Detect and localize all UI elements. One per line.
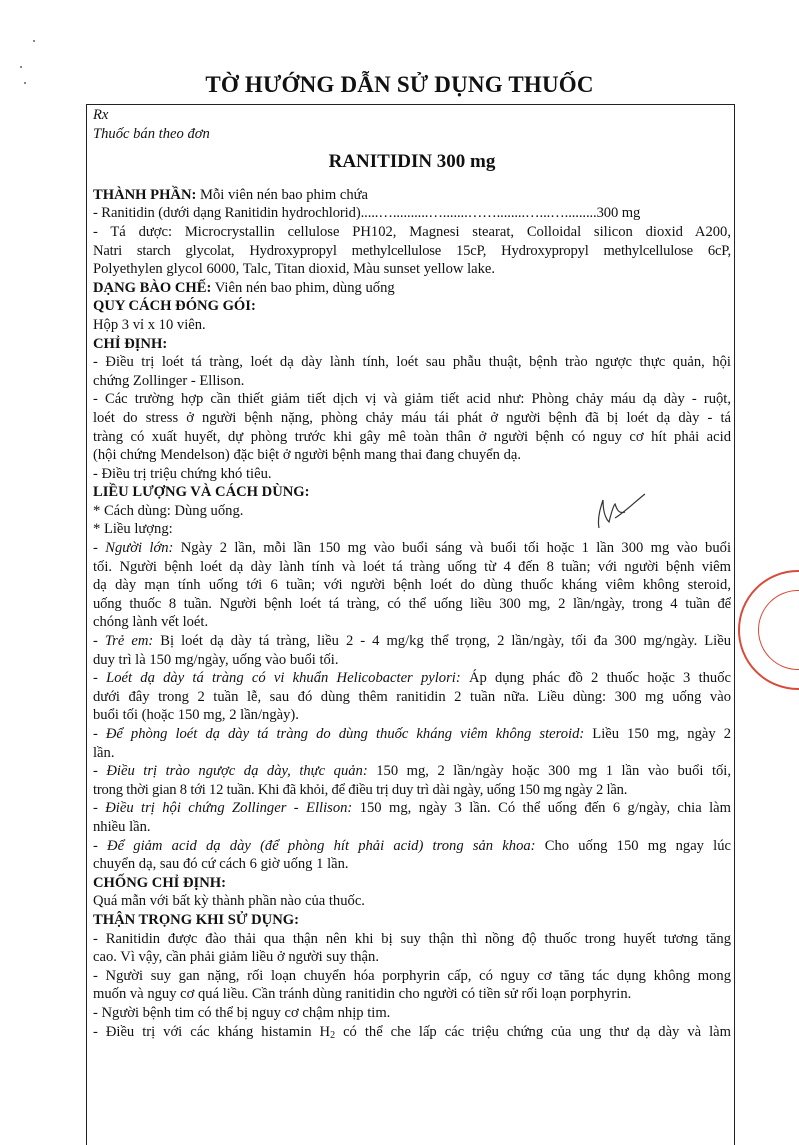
precaution-line: muốn và nguy cơ quá liều. Cần tránh dùng ranitidin cho người có tiền sử rối loạn porphyrin. (93, 986, 632, 1003)
hp-dose-line: buổi tối (hoặc 150 mg, 2 lần/ngày). (93, 707, 299, 724)
child-dose-line: duy trì là 150 mg/ngày, uống vào buổi tối. (93, 651, 339, 668)
adult-label: - Người lớn: (93, 540, 174, 557)
obstetric-dose-line (93, 837, 731, 856)
dosage-heading: LIỀU LƯỢNG VÀ CÁCH DÙNG: (93, 484, 310, 501)
indications-heading: CHỈ ĐỊNH: (93, 335, 168, 352)
nsaid-label: - Để phòng loét dạ dày tá tràng do dùng thuốc kháng viêm không steroid: (93, 726, 585, 742)
excipient-line: Natri starch glycolat, Hydroxypropyl methylcellulose 15cP, Hydroxypropyl methylcellulose 6cP, (93, 242, 731, 259)
packaging-heading: QUY CÁCH ĐÓNG GÓI: (93, 298, 256, 315)
drug-name: RANITIDIN 300 mg (328, 151, 496, 173)
adult-dose-line (93, 539, 731, 558)
precaution-line (93, 1023, 731, 1046)
dosage-form-heading: DẠNG BÀO CHẾ: (93, 279, 212, 296)
indication-line: - Điều trị loét tá tràng, loét dạ dày lành tính, loét sau phẫu thuật, bệnh trào ngược thực quản, hội (93, 354, 731, 371)
rx-label: Rx (93, 107, 109, 123)
precaution-line: - Ranitidin được đào thải qua thận nên khi bị suy thận thì nồng độ thuốc trong huyết tương tăng (93, 930, 731, 947)
obstetric-dose-line: chuyển dạ, sau đó cứ cách 6 giờ uống 1 lần. (93, 856, 349, 873)
ze-label: - Điều trị hội chứng Zollinger - Ellison: (93, 800, 353, 817)
subscript: 2 (330, 1029, 336, 1041)
reflux-dose-line: trong thời gian 8 tới 12 tuần. Khi đã khỏi, để điều trị duy trì dài ngày, uống 150 mg ngày 2 lần. (93, 781, 628, 798)
indication-line: - Các trường hợp cần thiết giảm tiết dịch vị và giảm tiết acid như: Phòng chảy máu dạ dày - ruột, (93, 391, 731, 408)
adult-dose-line: tối. Người bệnh loét dạ dày lành tính và loét tá tràng uống từ 4 đến 8 tuần; với người bệnh viêm (93, 558, 731, 575)
contraindications-text: Quá mẫn với bất kỳ thành phần nào của thuốc. (93, 893, 365, 910)
speck (20, 66, 22, 68)
precaution-line: - Người bệnh tim có thể bị nguy cơ chậm nhịp tim. (93, 1004, 391, 1021)
composition-text: Mỗi viên nén bao phim chứa (196, 186, 369, 203)
packaging-text: Hộp 3 vỉ x 10 viên. (93, 316, 206, 333)
excipient-line: Polyethylen glycol 6000, Talc, Titan dioxid, Màu sunset yellow lake. (93, 261, 496, 278)
active-ingredient: - Ranitidin (dưới dạng Ranitidin hydrochlorid).....…..........….......……........…...….........300 mg (93, 205, 641, 222)
precaution-line: - Người suy gan nặng, rối loạn chuyển hóa porphyrin cấp, có nguy cơ tăng tác dụng không mong (93, 967, 731, 984)
composition-heading: THÀNH PHẦN: (93, 186, 197, 203)
ze-dose-line: nhiều lần. (93, 818, 151, 835)
hp-label: - Loét dạ dày tá tràng có vi khuẩn Helicobacter pylori: (93, 670, 461, 687)
child-dose-line (93, 632, 731, 651)
nsaid-text: Liều 150 mg, ngày 2 (584, 726, 731, 742)
nsaid-dose-line (93, 725, 731, 744)
adult-dose-line: chóng lành vết loét. (93, 614, 209, 631)
hp-text: Áp dụng phác đồ 2 thuốc hoặc 3 thuốc (460, 670, 731, 687)
child-text: Bị loét dạ dày tá tràng, liều 2 - 4 mg/kg thể trọng, 2 lần/ngày, tối đa 300 mg/ngày. Liều (153, 633, 731, 650)
composition-intro (93, 186, 731, 205)
indication-line: chứng Zollinger - Ellison. (93, 372, 245, 389)
signature-mark (585, 488, 655, 538)
adult-text: Ngày 2 lần, mỗi lần 150 mg vào buổi sáng và buổi tối hoặc 1 lần 300 mg vào buổi (173, 540, 732, 557)
speck (33, 40, 35, 42)
ze-dose-line (93, 799, 731, 818)
precaution-line: cao. Vì vậy, cần phải giảm liều ở người suy thận. (93, 949, 379, 966)
leaflet-body (93, 106, 731, 1045)
reflux-label: - Điều trị trào ngược dạ dày, thực quản: (93, 763, 368, 780)
reflux-dose-line (93, 762, 731, 781)
dosage-form-text: Viên nén bao phim, dùng uống (211, 279, 395, 296)
precaution-text: - Điều trị với các kháng histamin H (93, 1023, 331, 1040)
indication-line: loét do stress ở người bệnh nặng, phòng chảy máu tái phát ở người bệnh đã bị loét dạ dày - tá (93, 409, 731, 426)
prescription-note: Thuốc bán theo đơn (93, 125, 210, 142)
excipient-line: - Tá dược: Microcrystallin cellulose PH102, Magnesi stearat, Colloidal silicon dioxid A200, (93, 223, 731, 240)
indication-line: tràng có xuất huyết, dự phòng trước khi gây mê toàn thân ở người bệnh có nguy cơ hít phải acid (93, 428, 731, 445)
document-title: TỜ HƯỚNG DẪN SỬ DỤNG THUỐC (205, 72, 594, 97)
indication-line: - Điều trị triệu chứng khó tiêu. (93, 465, 272, 482)
adult-dose-line: dạ dày mạn tính uống tới 6 tuần; với người bệnh loét do dùng thuốc kháng viêm không steroid, (93, 577, 731, 594)
hp-dose-line (93, 669, 731, 688)
hp-dose-line: dưới đây trong 2 tuần lễ, sau đó dùng thêm ranitidin 2 tuần nữa. Liều dùng: 300 mg uống vào (93, 688, 731, 705)
reflux-text: 150 mg, 2 lần/ngày hoặc 300 mg 1 lần vào buổi tối, (367, 763, 731, 780)
adult-dose-line: uống thuốc 8 tuần. Người bệnh loét tá tràng, có thể uống liều 300 mg, 2 lần/ngày, trong 4 tuần để (93, 595, 731, 612)
indication-line: (hội chứng Mendelson) đặc biệt ở người bệnh mang thai đang chuyển dạ. (93, 447, 522, 464)
contraindications-heading: CHỐNG CHỈ ĐỊNH: (93, 874, 226, 891)
precautions-heading: THẬN TRỌNG KHI SỬ DỤNG: (93, 911, 299, 928)
dose-label: * Liều lượng: (93, 521, 173, 538)
ze-text: 150 mg, ngày 3 lần. Có thể uống đến 6 g/ngày, chia làm (352, 800, 731, 817)
usage-line: * Cách dùng: Dùng uống. (93, 502, 244, 519)
child-label: - Trẻ em: (93, 633, 154, 650)
precaution-text: có thể che lấp các triệu chứng của ung thư dạ dày và làm (335, 1023, 731, 1040)
obstetric-text: Cho uống 150 mg ngay lúc (535, 837, 731, 854)
nsaid-dose-line: lần. (93, 744, 115, 761)
obstetric-label: - Để giảm acid dạ dày (để phòng hít phải acid) trong sản khoa: (93, 837, 536, 854)
dosage-form (93, 279, 731, 298)
